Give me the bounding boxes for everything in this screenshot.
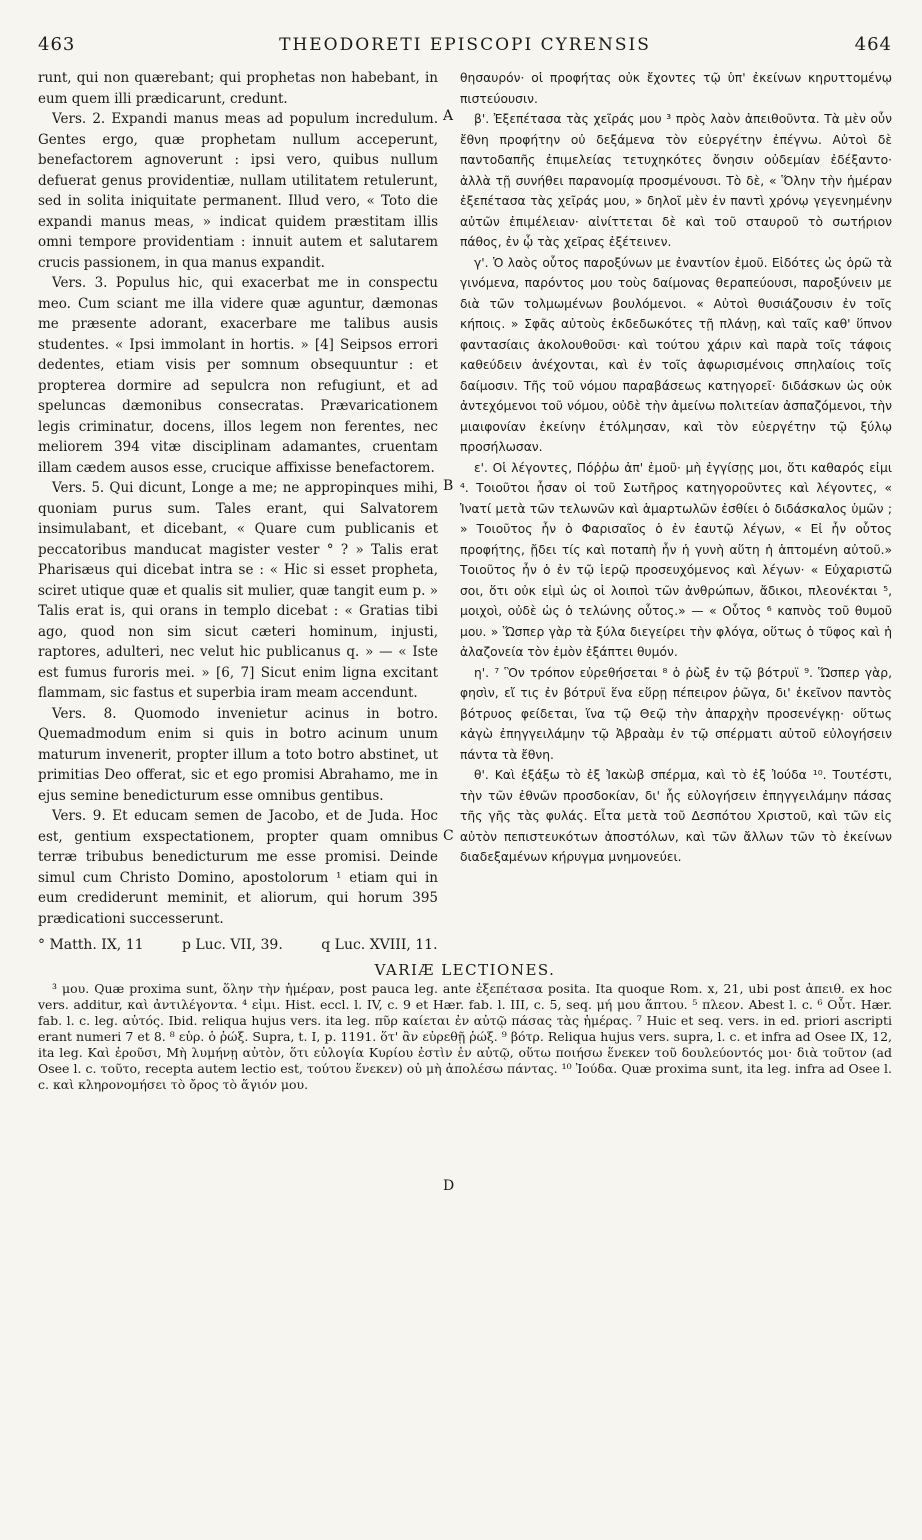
latin-paragraph: Vers. 8. Quomodo invenietur acinus in botro. Quemadmodum enim si quis in botro acinum unum maturum invenerit, propter illum a toto botro abstinet, ut primitias Deo offerat, sic et ego promisi Abrahamo, me in ejus semine benedicturum esse omnibus gentibus. [38, 705, 438, 804]
scripture-references [38, 937, 892, 953]
greek-paragraph: θησαυρόν· οἱ προφήτας οὐκ ἔχοντες τῷ ὑπ' ἐκείνων κηρυττομένῳ πιστεύουσιν. [460, 71, 892, 106]
greek-paragraph: θ'. Καὶ ἐξάξω τὸ ἐξ Ἰακὼβ σπέρμα, καὶ τὸ ἐξ Ἰούδα ¹⁰. Τουτέστι, τὴν τῶν ἐθνῶν προσδοκίαν, δι' ἧς εὐλογήσειν ἐπηγγειλάμην πάσας τῆς γῆς τὰς φυλάς. Εἶτα μετὰ τοῦ Δεσπότου Χριστοῦ, καὶ τῶν εἰς αὐτὸν πεπιστευκότων ἀποστόλων, καὶ τῶν ἄλλων τῶν τὸ ἐκείνων διαδεξαμένων κήρυγμα μνημονεύει. [460, 768, 892, 864]
margin-letter: D [443, 1178, 455, 1194]
greek-paragraph: η'. ⁷ Ὃν τρόπον εὑρεθήσεται ⁸ ὁ ῥὼξ ἐν τῷ βότρυϊ ⁹. Ὥσπερ γὰρ, φησὶν, εἴ τις ἐν βότρυϊ ἕνα εὕρῃ πέπειρον ῥῶγα, δι' ἐκεῖνον παντὸς βότρυος φείδεται, ἵνα τῷ Θεῷ τὴν ἀπαρχὴν προσενέγκῃ· οὕτως κἀγὼ ἐπηγγειλάμην τῷ Ἀβραὰμ ἐν τῷ σπέρματι αὐτοῦ εὐλογήσειν πάντα τὰ ἔθνη. [460, 665, 892, 762]
greek-paragraph: ε'. Οἱ λέγοντες, Πόῤῥω ἀπ' ἐμοῦ· μὴ ἐγγίσῃς μοι, ὅτι καθαρός εἰμι ⁴. Τοιοῦτοι ἦσαν οἱ τοῦ Σωτῆρος κατηγοροῦντες καὶ λέγοντες, « Ἱνατί μετὰ τῶν τελωνῶν καὶ ἁμαρτωλῶν ἐσθίει ὁ διδάσκαλος ὑμῶν ; » Τοιοῦτος ἦν ὁ Φαρισαῖος ὁ ἐν ἑαυτῷ λέγων, « Εἰ ἦν οὗτος προφήτης, ᾔδει τίς καὶ ποταπὴ ἦν ἡ γυνὴ αὕτη ἡ ἁπτομένη αὐτοῦ.» Τοιοῦτος ἦν ὁ ἐν τῷ ἱερῷ προσευχόμενος καὶ λέγων· « Εὐχαριστῶ σοι, ὅτι οὐκ εἰμὶ ὡς οἱ λοιποὶ τῶν ἀνθρώπων, ἄδικοι, πλεονέκται ⁵, μοιχοὶ, οὐδὲ ὡς ὁ τελώνης οὗτος.» — « Οὗτος ⁶ καπνὸς τοῦ θυμοῦ μου. » Ὥσπερ γὰρ τὰ ξύλα διεγείρει τὴν φλόγα, οὕτως ὁ τῦφος καὶ ἡ ἀλαζονεία τὸν ἐμὸν ἐξάπτει θυμόν. [460, 460, 892, 659]
variant-readings [38, 981, 892, 1093]
latin-column [38, 68, 438, 929]
greek-paragraph: γ'. Ὁ λαὸς οὗτος παροξύνων με ἐναντίον ἐμοῦ. Εἰδότες ὡς ὁρῶ τὰ γινόμενα, παρόντος μου τοὺς δαίμονας θεραπεύουσι, παροξύνειν με διὰ τῶν τολμωμένων βουλόμενοι. « Αὐτοὶ θυσιάζουσιν ἐν τοῖς κήποις. » Σφᾶς αὐτοὺς ἐκδεδωκότες τῇ πλάνῃ, καὶ ταῖς καθ' ὕπνον φαντασίαις ἀκολουθοῦσι· καὶ τούτου χάριν καὶ παρὰ τοῖς τάφοις καθεύδειν ἀνέχονται, καὶ ἐν τοῖς ἀφωρισμένοις σπηλαίοις τοῖς δαίμοσιν. Τῆς τοῦ νόμου παραβάσεως κατηγορεῖ· διδάσκων ὡς οὐκ ἀντεχόμενοι τοῦ νόμου, οὐδὲ τὴν ἀμείνω πολιτείαν ἀσπαζόμενοι, τὴν μιαιφονίαν ἐκείνην ἐτόλμησαν, καὶ τὸν εὐεργέτην τῷ ξύλῳ προσήλωσαν. [460, 255, 892, 454]
margin-letter: B [443, 478, 454, 494]
greek-paragraph: β'. Ἐξεπέτασα τὰς χεῖράς μου ³ πρὸς λαὸν ἀπειθοῦντα. Τὰ μὲν οὖν ἔθνη προφήτην οὐ δεξάμενα τὸν εὐεργέτην ἐπέγνω. Αὐτοὶ δὲ παντοδαπῆς ἐπιμελείας τετυχηκότες ὄνησιν οὐδεμίαν ἐδέξαντο· ἀλλὰ τῇ συνήθει παρανομίᾳ προσμένουσι. Τὸ δὲ, « Ὅλην τὴν ἡμέραν ἐξεπέτασα τὰς χεῖράς μου, » δηλοῖ μὲν ἐν παντὶ χρόνῳ γεγενημένην αὐτῶν ἐπιμέλειαν· αἰνίττεται δὲ καὶ τοῦ σταυροῦ τὸ σωτήριον πάθος, ἐν ᾧ τὰς χεῖρας ἐξέτεινεν. [460, 112, 892, 249]
latin-paragraph: Vers. 5. Qui dicunt, Longe a me; ne appropinques mihi, quoniam purus sum. Tales erant, qui Salvatorem insimulabant, et dicebant, « Quare cum publicanis et peccatoribus manducat magister vester ° ? » Talis erat Pharisæus qui dicebat intra se : « Hic si esset propheta, sciret utique quæ et qualis sit mulier, quæ tangit eum p. » Talis erat is, qui orans in templo dicebat : « Gratias tibi ago, quod non sim sicut cæteri hominum, injusti, raptores, adulteri, nec velut hic publicanus q. » — « Iste est fumus furoris mei. » [6, 7] Sicut enim ligna excitant flammam, sic fastus et superbia iram meam accendunt. [38, 480, 438, 701]
margin-letter: C [443, 828, 454, 844]
page-number-right: 464 [854, 34, 892, 55]
latin-paragraph: Vers. 9. Et educam semen de Jacobo, et de Juda. Hoc est, gentium exspectationem, propter quam omnibus terræ tribubus benedicturum me esse promisi. Deinde simul cum Christo Domino, apostolorum ¹ etiam qui in eum crediderunt meminit, et aliorum, qui horum 395 prædicationi successerunt. [38, 808, 438, 927]
running-header [38, 34, 892, 64]
page-number-left: 463 [38, 34, 76, 55]
scripture-reference: ° Matth. IX, 11 [38, 937, 144, 953]
latin-paragraph: runt, qui non quærebant; qui prophetas non habebant, in eum quem illi prædicarunt, credunt. [38, 70, 438, 107]
margin-letter: A [443, 108, 454, 124]
latin-paragraph: Vers. 2. Expandi manus meas ad populum incredulum. Gentes ergo, quæ prophetam nullum acceperunt, benefactorem agnoverunt : ipsi vero, quibus nullum defuerat genus providentiæ, nullam utilitatem retulerunt, sed in solita iniquitate permanent. Illud vero, « Toto die expandi manus meas, » indicat quidem præstitam illis omni tempore providentiam : innuit autem et salutarem crucis passionem, in qua manus expandit. [38, 111, 438, 271]
variant-notes-text: ³ μου. Quæ proxima sunt, ὅλην τὴν ἡμέραν, post pauca leg. ante ἐξεπέτασα posita. Ita quoque Rom. x, 21, ubi post ἀπειθ. ex hoc vers. additur, καὶ ἀντιλέγοντα. ⁴ εἰμι. Hist. eccl. l. IV, c. 9 et Hær. fab. l. III, c. 5, seq. μή μου ἅπτου. ⁵ πλεον. Abest l. c. ⁶ Οὗτ. Hær. fab. l. c. leg. αὐτός. Ibid. reliqua hujus vers. ita leg. πῦρ καίεται ἐν αὐτῷ πάσας τὰς ἡμέρας. ⁷ Huic et seq. vers. in ed. priori ascripti erant numeri 7 et 8. ⁸ εὑρ. ὁ ῥώξ. Supra, t. I, p. 1191. ὅτ' ἂν εὑρεθῇ ῥώξ. ⁹ βότρ. Reliqua hujus vers. supra, l. c. et infra ad Osee IX, 12, ita leg. Καὶ ἐροῦσι, Μὴ λυμήνῃ αὐτὸν, ὅτι εὐλογία Κυρίου ἐστὶν ἐν αὐτῷ, οὕτω ποιήσω ἕνεκεν τοῦ δουλεύοντός μοι· διὰ τοῦτον (ad Osee l. c. τοῦτο, recepta autem lectio est, τούτου ἕνεκεν) οὐ μὴ ἀπολέσω πάντας. ¹⁰ Ἰούδα. Quæ proxima sunt, ita leg. infra ad Osee l. c. καὶ κληρονομήσει τὸ ὄρος τὸ ἅγιόν μου. [38, 981, 892, 1092]
margin-letters [438, 68, 460, 1194]
scripture-reference: p Luc. VII, 39. [181, 937, 283, 953]
variae-lectiones-heading: VARIÆ LECTIONES. [374, 961, 556, 979]
scripture-reference: q Luc. XVIII, 11. [321, 937, 438, 953]
latin-paragraph: Vers. 3. Populus hic, qui exacerbat me in conspectu meo. Cum sciant me illa videre quæ aguntur, dæmonas me præsente adorant, exacerbare me talibus ausis studentes. « Ipsi immolant in hortis. » [4] Seipsos errori dedentes, etiam visis per somnum obsequuntur : et propterea dormire ad sepulcra non refugiunt, et ad speluncas dæmonibus consecratas. Prævaricationem legis criminatur, docens, illos legem non ferentes, nec meliorem 394 vitæ disciplinam adamantes, cruentam illam cædem ausos esse, crucique affixisse benefactorem. [38, 275, 438, 476]
greek-column [460, 68, 892, 929]
running-title: THEODORETI EPISCOPI CYRENSIS [279, 35, 651, 55]
page [38, 34, 892, 1514]
